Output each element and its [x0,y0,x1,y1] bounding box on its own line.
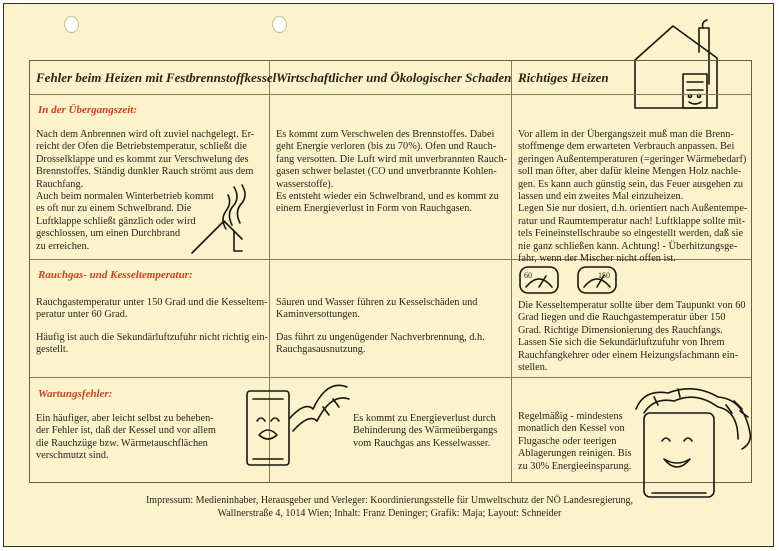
heating-table [29,60,752,483]
section-title-wartung: Wartungsfehler: [38,388,113,400]
section-title-uebergangszeit: In der Übergangszeit: [38,104,138,116]
column-header-fehler: Fehler beim Heizen mit Festbrennstoffkessel [36,70,277,85]
richtig-text-wartung: Regelmäßig - mindestens monatlich den Kessel von Flugasche oder teerigen Ablagerungen reinigen. Bis zu 30% Energieeinsparung. [518,411,632,472]
schaden-text-rauchgas-1: Säuren und Wasser führen zu Kesselschäden und Kaminversottungen. [276,297,478,321]
thermometer-gauge-icon [518,263,650,297]
gauge-label-60: 60 [524,271,532,280]
schaden-text-rauchgas-2: Das führt zu ungenügender Nachverbrennung, d.h. Rauchgasausnutzung. [276,332,485,356]
punch-hole-left [64,16,79,33]
schaden-text-wartung: Es kommt zu Energieverlust durch Behinderung des Wärmeübergangs vom Rauchgas ans Kesselwasser. [353,413,498,449]
schaden-text-uebergangszeit: Es kommt zum Verschwelen des Brennstoffes. Dabei geht Energie verloren (bis zu 70%). Ofen und Rauch- fang versotten. Die Luft wird mit unverbrannten Rauch- gasen schwer belastet (CO und unverbrannte Kohlen- wasserstoffe). Es entsteht wieder ein Schwelbrand, und es kommt zu einem Energieverlust in Form von Rauchgasen. [276,129,508,215]
richtig-text-uebergangszeit: Vor allem in der Übergangszeit muß man die Brenn- stoffmenge dem erwarteten Verbrauch anpassen. Bei geringen Außentemperaturen (=geringer Wärmebedarf) soll man öfter, aber dafür kleine Mengen Holz nachle- gen. Es kann auch günstig sein, das Feuer ausgehen zu lassen und ein zweites Mal einzuheizen. Legen Sie nur dosiert, d.h. orientiert nach Außentempe- ratur und Raumtemperatur nach! Luftklappe sollte mit- tels Feineinstellschraube so eingestellt werden, daß sie nie ganz schließen kann. Achtung! - Überhitzungsge- fahr, wenn der Mischer nicht offen ist. [518,129,748,265]
fehler-text-rauchgas-2: Häufig ist auch die Sekundärluftzufuhr nicht richtig ein- gestellt. [36,332,268,356]
section-title-rauchgas: Rauchgas- und Kesseltemperatur: [38,269,193,281]
fehler-text-rauchgas-1: Rauchgastemperatur unter 150 Grad und die Kesseltem- peratur unter 60 Grad. [36,297,268,321]
info-sheet [3,3,774,547]
impressum-line-1: Impressum: Medieninhaber, Herausgeber und Verleger: Koordinierungsstelle für Umweltschutz der NÖ Landesregierung, [145,495,634,506]
gauge-label-150: 150 [598,271,610,280]
column-header-schaden: Wirtschaftlicher und Ökologischer Schaden [276,70,512,85]
clean-boiler-icon [634,383,754,501]
richtig-text-rauchgas: Die Kesseltemperatur sollte über dem Taupunkt von 60 Grad liegen und die Rauchgastemperatur über 150 Grad. Richtige Dimensionierung des Rauchfangs. Lassen Sie sich die Sekundärluftzufuhr von Ihrem Rauchfangkehrer oder einem Heizungsfachmann ein- stellen. [518,300,746,374]
dirty-boiler-icon [243,379,353,471]
column-header-richtig: Richtiges Heizen [518,70,609,85]
chimney-smoke-icon [190,181,260,256]
fehler-text-wartung: Ein häufiger, aber leicht selbst zu beheben- der Fehler ist, daß der Kessel und vor allem die Rauchzüge bzw. Wärmetauschflächen verschmutzt sind. [36,413,216,462]
fehler-text-uebergangszeit: Nach dem Anbrennen wird oft zuviel nachgelegt. Er- reicht der Ofen die Betriebstemperatur, schließt die Drosselklappe und es kommt zur Verschwelung des Brennstoffes. Ständig dunkler Rauch strömt aus dem Rauchfang. Auch beim normalen Winterbetrieb kommt es oft nur zu einem Schwelbrand. Die Luftklappe schließt gänzlich oder wird geschlossen, um einen Durchbrand zu erreichen. [36,129,255,252]
impressum-line-2: Wallnerstraße 4, 1014 Wien; Inhalt: Franz Deninger; Grafik: Maja; Layout: Schneider [217,508,562,519]
punch-hole-right [272,16,287,33]
